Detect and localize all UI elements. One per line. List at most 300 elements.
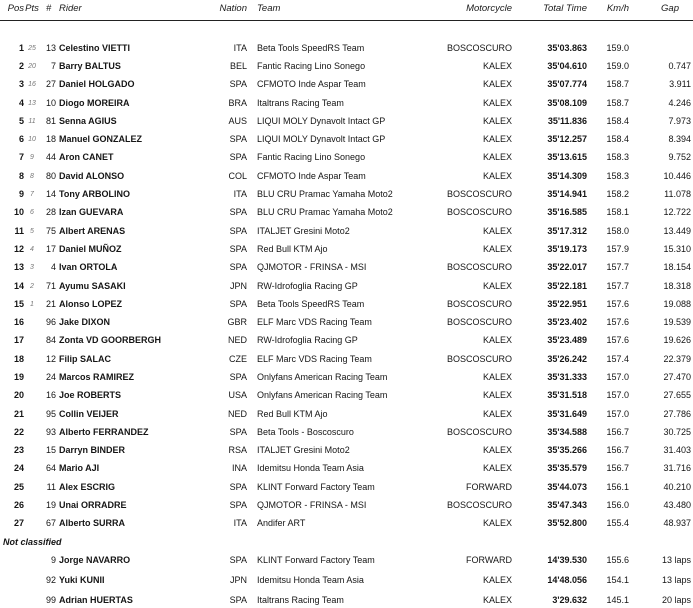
gap-cell: 15.310 <box>663 243 691 254</box>
motorcycle-cell: KALEX <box>482 390 512 401</box>
gap-cell: 19.626 <box>663 335 691 346</box>
team-cell: Red Bull KTM Ajo <box>257 408 328 419</box>
not-classified-label: Not classified <box>3 537 62 548</box>
pos-cell: 11 <box>14 225 24 236</box>
nation-cell: SPA <box>229 426 247 437</box>
kmh-cell: 157.0 <box>606 408 629 419</box>
gap-cell: 3.911 <box>669 79 691 90</box>
number-cell: 7 <box>50 60 56 71</box>
gap-cell: 12.722 <box>663 207 691 218</box>
total-time-cell: 35'17.312 <box>547 225 587 236</box>
column-header-number: # <box>46 3 52 14</box>
table-row <box>0 222 693 240</box>
total-time-cell: 35'16.585 <box>547 207 587 218</box>
motorcycle-cell: KALEX <box>482 518 512 529</box>
nation-cell: JPN <box>229 280 247 291</box>
team-cell: CFMOTO Inde Aspar Team <box>257 170 366 181</box>
points-cell: 25 <box>28 44 36 52</box>
pos-cell: 20 <box>13 390 24 401</box>
gap-cell: 22.379 <box>663 353 691 364</box>
kmh-cell: 158.4 <box>606 115 629 126</box>
points-cell: 1 <box>30 300 34 308</box>
number-cell: 71 <box>45 280 56 291</box>
rider-cell: Aron CANET <box>59 152 114 163</box>
table-row <box>0 478 693 496</box>
rider-cell: Marcos RAMIREZ <box>59 371 135 382</box>
table-row <box>0 57 693 75</box>
pos-cell: 25 <box>13 481 24 492</box>
total-time-cell: 35'19.173 <box>547 243 587 254</box>
gap-cell: 19.088 <box>663 298 691 309</box>
nation-cell: SPA <box>229 79 247 90</box>
points-cell: 16 <box>28 81 36 89</box>
rider-cell: Mario AJI <box>59 463 100 474</box>
table-row <box>0 496 693 514</box>
team-cell: Idemitsu Honda Team Asia <box>257 574 364 585</box>
points-cell: 20 <box>28 62 36 70</box>
motorcycle-cell: KALEX <box>482 152 512 163</box>
rider-cell: Senna AGIUS <box>59 115 117 126</box>
pos-cell: 23 <box>13 445 24 456</box>
team-cell: Beta Tools SpeedRS Team <box>257 42 365 53</box>
points-cell: 10 <box>28 136 36 144</box>
nation-cell: ITA <box>233 42 247 53</box>
nation-cell: NED <box>227 335 247 346</box>
team-cell: BLU CRU Pramac Yamaha Moto2 <box>257 189 393 200</box>
nation-cell: SPA <box>229 500 247 511</box>
motorcycle-cell: BOSCOSCURO <box>446 298 512 309</box>
rider-cell: Darryn BINDER <box>59 445 126 456</box>
rider-cell: Yuki KUNII <box>59 574 105 585</box>
number-cell: 67 <box>45 518 56 529</box>
nation-cell: ITA <box>233 518 247 529</box>
gap-cell: 0.747 <box>668 60 691 71</box>
rider-cell: Albert ARENAS <box>59 225 126 236</box>
total-time-cell: 14'39.530 <box>547 554 587 565</box>
column-header-rider: Rider <box>59 3 82 14</box>
gap-cell: 27.470 <box>663 371 691 382</box>
number-cell: 12 <box>45 353 56 364</box>
nation-cell: SPA <box>229 152 247 163</box>
table-row <box>0 368 693 386</box>
points-cell: 8 <box>30 172 34 180</box>
table-row <box>0 442 693 460</box>
team-cell: KLINT Forward Factory Team <box>257 554 375 565</box>
kmh-cell: 158.1 <box>606 207 629 218</box>
team-cell: Italtrans Racing Team <box>257 97 344 108</box>
table-row <box>0 313 693 331</box>
table-row <box>0 149 693 167</box>
number-cell: 92 <box>45 574 56 585</box>
motorcycle-cell: KALEX <box>482 594 512 605</box>
pos-cell: 22 <box>13 426 24 437</box>
number-cell: 75 <box>45 225 56 236</box>
rider-cell: Unai ORRADRE <box>59 500 127 511</box>
motorcycle-cell: KALEX <box>482 371 512 382</box>
number-cell: 9 <box>50 554 56 565</box>
nation-cell: SPA <box>229 554 247 565</box>
total-time-cell: 35'14.309 <box>547 170 587 181</box>
nation-cell: USA <box>228 390 247 401</box>
kmh-cell: 157.0 <box>606 390 629 401</box>
pos-cell: 7 <box>18 152 24 163</box>
gap-cell: 31.403 <box>663 445 691 456</box>
number-cell: 80 <box>45 170 56 181</box>
motorcycle-cell: KALEX <box>482 134 512 145</box>
motorcycle-cell: BOSCOSCURO <box>446 189 512 200</box>
nation-cell: SPA <box>229 481 247 492</box>
number-cell: 4 <box>50 262 56 273</box>
motorcycle-cell: FORWARD <box>466 554 512 565</box>
rider-cell: Manuel GONZALEZ <box>59 134 142 145</box>
kmh-cell: 156.7 <box>606 463 629 474</box>
kmh-cell: 159.0 <box>606 42 629 53</box>
team-cell: Andifer ART <box>257 518 306 529</box>
nation-cell: ITA <box>233 189 247 200</box>
motorcycle-cell: KALEX <box>482 463 512 474</box>
pos-cell: 16 <box>13 317 24 328</box>
kmh-cell: 157.9 <box>606 243 629 254</box>
team-cell: CFMOTO Inde Aspar Team <box>257 79 366 90</box>
motorcycle-cell: FORWARD <box>466 481 512 492</box>
pos-cell: 6 <box>18 134 24 145</box>
points-cell: 9 <box>30 154 34 162</box>
motorcycle-cell: KALEX <box>482 115 512 126</box>
number-cell: 99 <box>45 594 56 605</box>
gap-cell: 18.318 <box>663 280 691 291</box>
rider-cell: Ivan ORTOLA <box>59 262 118 273</box>
rider-cell: Daniel MUÑOZ <box>59 243 122 254</box>
kmh-cell: 158.2 <box>606 189 629 200</box>
motorcycle-cell: BOSCOSCURO <box>446 262 512 273</box>
motorcycle-cell: BOSCOSCURO <box>446 353 512 364</box>
table-row <box>0 277 693 295</box>
team-cell: ELF Marc VDS Racing Team <box>257 353 372 364</box>
column-header-total-time: Total Time <box>543 3 587 14</box>
team-cell: KLINT Forward Factory Team <box>257 481 375 492</box>
kmh-cell: 158.3 <box>606 170 629 181</box>
rider-cell: Izan GUEVARA <box>59 207 124 218</box>
table-row <box>0 259 693 277</box>
table-row <box>0 460 693 478</box>
motorcycle-cell: KALEX <box>482 79 512 90</box>
points-cell: 6 <box>30 209 34 217</box>
total-time-cell: 35'14.941 <box>547 189 587 200</box>
gap-cell: 10.446 <box>663 170 691 181</box>
table-row <box>0 350 693 368</box>
nation-cell: NED <box>227 408 247 419</box>
number-cell: 18 <box>45 134 56 145</box>
gap-cell: 43.480 <box>663 500 691 511</box>
motorcycle-cell: BOSCOSCURO <box>446 500 512 511</box>
motorcycle-cell: KALEX <box>482 225 512 236</box>
rider-cell: Barry BALTUS <box>59 60 121 71</box>
total-time-cell: 35'35.579 <box>547 463 587 474</box>
team-cell: Red Bull KTM Ajo <box>257 243 328 254</box>
nation-cell: SPA <box>229 207 247 218</box>
team-cell: QJMOTOR - FRINSA - MSI <box>257 262 367 273</box>
gap-cell: 27.655 <box>663 390 691 401</box>
rider-cell: Jorge NAVARRO <box>59 554 131 565</box>
points-cell: 13 <box>28 99 36 107</box>
rider-cell: Tony ARBOLINO <box>59 189 130 200</box>
table-row <box>0 94 693 112</box>
pos-cell: 15 <box>13 298 24 309</box>
pos-cell: 14 <box>13 280 24 291</box>
kmh-cell: 158.3 <box>606 152 629 163</box>
rider-cell: Joe ROBERTS <box>59 390 122 401</box>
team-cell: Beta Tools SpeedRS Team <box>257 298 365 309</box>
total-time-cell: 35'34.588 <box>547 426 587 437</box>
kmh-cell: 156.1 <box>606 481 629 492</box>
motorcycle-cell: KALEX <box>482 60 512 71</box>
pos-cell: 12 <box>13 243 24 254</box>
team-cell: ITALJET Gresini Moto2 <box>257 225 350 236</box>
number-cell: 96 <box>45 317 56 328</box>
rider-cell: Alberto FERRANDEZ <box>59 426 149 437</box>
team-cell: Onlyfans American Racing Team <box>257 371 388 382</box>
kmh-cell: 158.7 <box>606 97 629 108</box>
total-time-cell: 35'03.863 <box>547 42 587 53</box>
points-cell: 4 <box>30 245 34 253</box>
gap-cell: 30.725 <box>663 426 691 437</box>
total-time-cell: 35'52.800 <box>547 518 587 529</box>
nation-cell: SPA <box>229 298 247 309</box>
kmh-cell: 155.4 <box>606 518 629 529</box>
gap-cell: 20 laps <box>661 594 691 605</box>
kmh-cell: 158.4 <box>606 134 629 145</box>
table-row <box>0 423 693 441</box>
pos-cell: 5 <box>18 115 24 126</box>
team-cell: LIQUI MOLY Dynavolt Intact GP <box>257 115 386 126</box>
table-row <box>0 185 693 203</box>
rider-cell: Celestino VIETTI <box>59 42 131 53</box>
motorcycle-cell: KALEX <box>482 408 512 419</box>
pos-cell: 1 <box>18 42 24 53</box>
gap-cell: 4.246 <box>668 97 691 108</box>
table-row <box>0 387 693 405</box>
pos-cell: 2 <box>18 60 24 71</box>
total-time-cell: 35'31.649 <box>547 408 587 419</box>
number-cell: 44 <box>45 152 56 163</box>
nation-cell: BRA <box>228 97 247 108</box>
pos-cell: 17 <box>13 335 24 346</box>
gap-cell: 9.752 <box>668 152 691 163</box>
table-header <box>0 0 693 21</box>
table-row <box>0 332 693 350</box>
rider-cell: Ayumu SASAKI <box>59 280 126 291</box>
number-cell: 24 <box>45 371 56 382</box>
number-cell: 11 <box>46 481 56 492</box>
team-cell: RW-Idrofoglia Racing GP <box>257 335 358 346</box>
gap-cell: 40.210 <box>663 481 691 492</box>
number-cell: 17 <box>45 243 56 254</box>
total-time-cell: 35'22.181 <box>547 280 587 291</box>
team-cell: Onlyfans American Racing Team <box>257 390 388 401</box>
nation-cell: SPA <box>229 371 247 382</box>
table-row <box>0 515 693 533</box>
total-time-cell: 35'23.489 <box>547 335 587 346</box>
pos-cell: 9 <box>18 189 24 200</box>
motorcycle-cell: BOSCOSCURO <box>446 317 512 328</box>
rider-cell: Alex ESCRIG <box>59 481 116 492</box>
kmh-cell: 158.7 <box>606 79 629 90</box>
column-header-team: Team <box>257 3 281 14</box>
column-header-pos: Pos <box>7 3 24 14</box>
pos-cell: 24 <box>13 463 24 474</box>
number-cell: 16 <box>45 390 56 401</box>
number-cell: 28 <box>45 207 56 218</box>
kmh-cell: 156.7 <box>606 426 629 437</box>
number-cell: 27 <box>45 79 56 90</box>
nation-cell: BEL <box>229 60 247 71</box>
kmh-cell: 157.6 <box>606 317 629 328</box>
rider-cell: David ALONSO <box>59 170 125 181</box>
nation-cell: JPN <box>229 574 247 585</box>
rider-cell: Collin VEIJER <box>59 408 119 419</box>
kmh-cell: 145.1 <box>606 594 629 605</box>
gap-cell: 13.449 <box>663 225 691 236</box>
gap-cell: 11.078 <box>664 189 691 200</box>
number-cell: 10 <box>45 97 56 108</box>
not-classified-results <box>0 550 693 608</box>
kmh-cell: 157.0 <box>606 371 629 382</box>
kmh-cell: 155.6 <box>606 554 629 565</box>
total-time-cell: 35'22.951 <box>547 298 587 309</box>
motorcycle-cell: KALEX <box>482 97 512 108</box>
total-time-cell: 35'13.615 <box>547 152 587 163</box>
gap-cell: 8.394 <box>668 134 691 145</box>
rider-cell: Daniel HOLGADO <box>59 79 135 90</box>
points-cell: 5 <box>30 227 34 235</box>
gap-cell: 13 laps <box>661 554 691 565</box>
total-time-cell: 35'11.836 <box>547 115 587 126</box>
table-row <box>0 240 693 258</box>
team-cell: Fantic Racing Lino Sonego <box>257 152 366 163</box>
number-cell: 84 <box>45 335 56 346</box>
gap-cell: 27.786 <box>663 408 691 419</box>
points-cell: 7 <box>30 191 34 199</box>
nation-cell: CZE <box>229 353 247 364</box>
kmh-cell: 157.4 <box>606 353 629 364</box>
table-row <box>0 405 693 423</box>
rider-cell: Jake DIXON <box>59 317 111 328</box>
column-header-motorcycle: Motorcycle <box>466 3 512 14</box>
column-header-gap: Gap <box>661 3 679 14</box>
motorcycle-cell: KALEX <box>482 335 512 346</box>
team-cell: Fantic Racing Lino Sonego <box>257 60 366 71</box>
pos-cell: 10 <box>13 207 24 218</box>
table-row <box>0 550 693 570</box>
gap-cell: 31.716 <box>663 463 691 474</box>
nation-cell: RSA <box>228 445 247 456</box>
number-cell: 21 <box>45 298 56 309</box>
nation-cell: INA <box>231 463 247 474</box>
table-row <box>0 76 693 94</box>
number-cell: 15 <box>45 445 56 456</box>
total-time-cell: 14'48.056 <box>547 574 587 585</box>
total-time-cell: 35'12.257 <box>547 134 587 145</box>
column-header-kmh: Km/h <box>606 3 629 14</box>
nation-cell: GBR <box>227 317 247 328</box>
nation-cell: SPA <box>229 243 247 254</box>
number-cell: 14 <box>45 189 56 200</box>
number-cell: 81 <box>45 115 56 126</box>
column-header-nation: Nation <box>219 3 247 14</box>
kmh-cell: 158.0 <box>606 225 629 236</box>
table-row <box>0 295 693 313</box>
table-row <box>0 112 693 130</box>
rider-cell: Zonta VD GOORBERGH <box>59 335 162 346</box>
total-time-cell: 35'26.242 <box>547 353 587 364</box>
nation-cell: COL <box>228 170 247 181</box>
kmh-cell: 157.6 <box>606 298 629 309</box>
motorcycle-cell: KALEX <box>482 243 512 254</box>
total-time-cell: 35'31.518 <box>547 390 587 401</box>
total-time-cell: 35'07.774 <box>547 79 587 90</box>
team-cell: Beta Tools - Boscoscuro <box>257 426 354 437</box>
team-cell: ELF Marc VDS Racing Team <box>257 317 372 328</box>
team-cell: BLU CRU Pramac Yamaha Moto2 <box>257 207 393 218</box>
number-cell: 13 <box>45 42 56 53</box>
total-time-cell: 35'35.266 <box>547 445 587 456</box>
nation-cell: AUS <box>228 115 247 126</box>
total-time-cell: 35'08.109 <box>547 97 587 108</box>
total-time-cell: 35'31.333 <box>547 371 587 382</box>
table-row <box>0 167 693 185</box>
total-time-cell: 35'44.073 <box>547 481 587 492</box>
table-row <box>0 39 693 57</box>
team-cell: QJMOTOR - FRINSA - MSI <box>257 500 367 511</box>
pos-cell: 26 <box>13 500 24 511</box>
kmh-cell: 157.7 <box>606 280 629 291</box>
kmh-cell: 154.1 <box>606 574 629 585</box>
number-cell: 95 <box>45 408 56 419</box>
kmh-cell: 156.7 <box>606 445 629 456</box>
rider-cell: Alberto SURRA <box>59 518 126 529</box>
team-cell: LIQUI MOLY Dynavolt Intact GP <box>257 134 386 145</box>
kmh-cell: 159.0 <box>606 60 629 71</box>
gap-cell: 7.973 <box>668 115 691 126</box>
rider-cell: Adrian HUERTAS <box>59 594 133 605</box>
table-row <box>0 570 693 590</box>
total-time-cell: 3'29.632 <box>552 594 587 605</box>
gap-cell: 48.937 <box>663 518 691 529</box>
column-header-pts: Pts <box>25 3 39 14</box>
team-cell: RW-Idrofoglia Racing GP <box>257 280 358 291</box>
number-cell: 93 <box>45 426 56 437</box>
motorcycle-cell: BOSCOSCURO <box>446 207 512 218</box>
total-time-cell: 35'47.343 <box>547 500 587 511</box>
nation-cell: SPA <box>229 225 247 236</box>
number-cell: 19 <box>45 500 56 511</box>
number-cell: 64 <box>45 463 56 474</box>
total-time-cell: 35'23.402 <box>547 317 587 328</box>
motorcycle-cell: BOSCOSCURO <box>446 426 512 437</box>
table-row <box>0 590 693 608</box>
pos-cell: 27 <box>13 518 24 529</box>
pos-cell: 19 <box>13 371 24 382</box>
kmh-cell: 156.0 <box>606 500 629 511</box>
pos-cell: 4 <box>18 97 24 108</box>
rider-cell: Diogo MOREIRA <box>59 97 130 108</box>
team-cell: Idemitsu Honda Team Asia <box>257 463 364 474</box>
rider-cell: Alonso LOPEZ <box>59 298 122 309</box>
total-time-cell: 35'22.017 <box>547 262 587 273</box>
points-cell: 3 <box>30 264 34 272</box>
nation-cell: SPA <box>229 262 247 273</box>
team-cell: Italtrans Racing Team <box>257 594 344 605</box>
